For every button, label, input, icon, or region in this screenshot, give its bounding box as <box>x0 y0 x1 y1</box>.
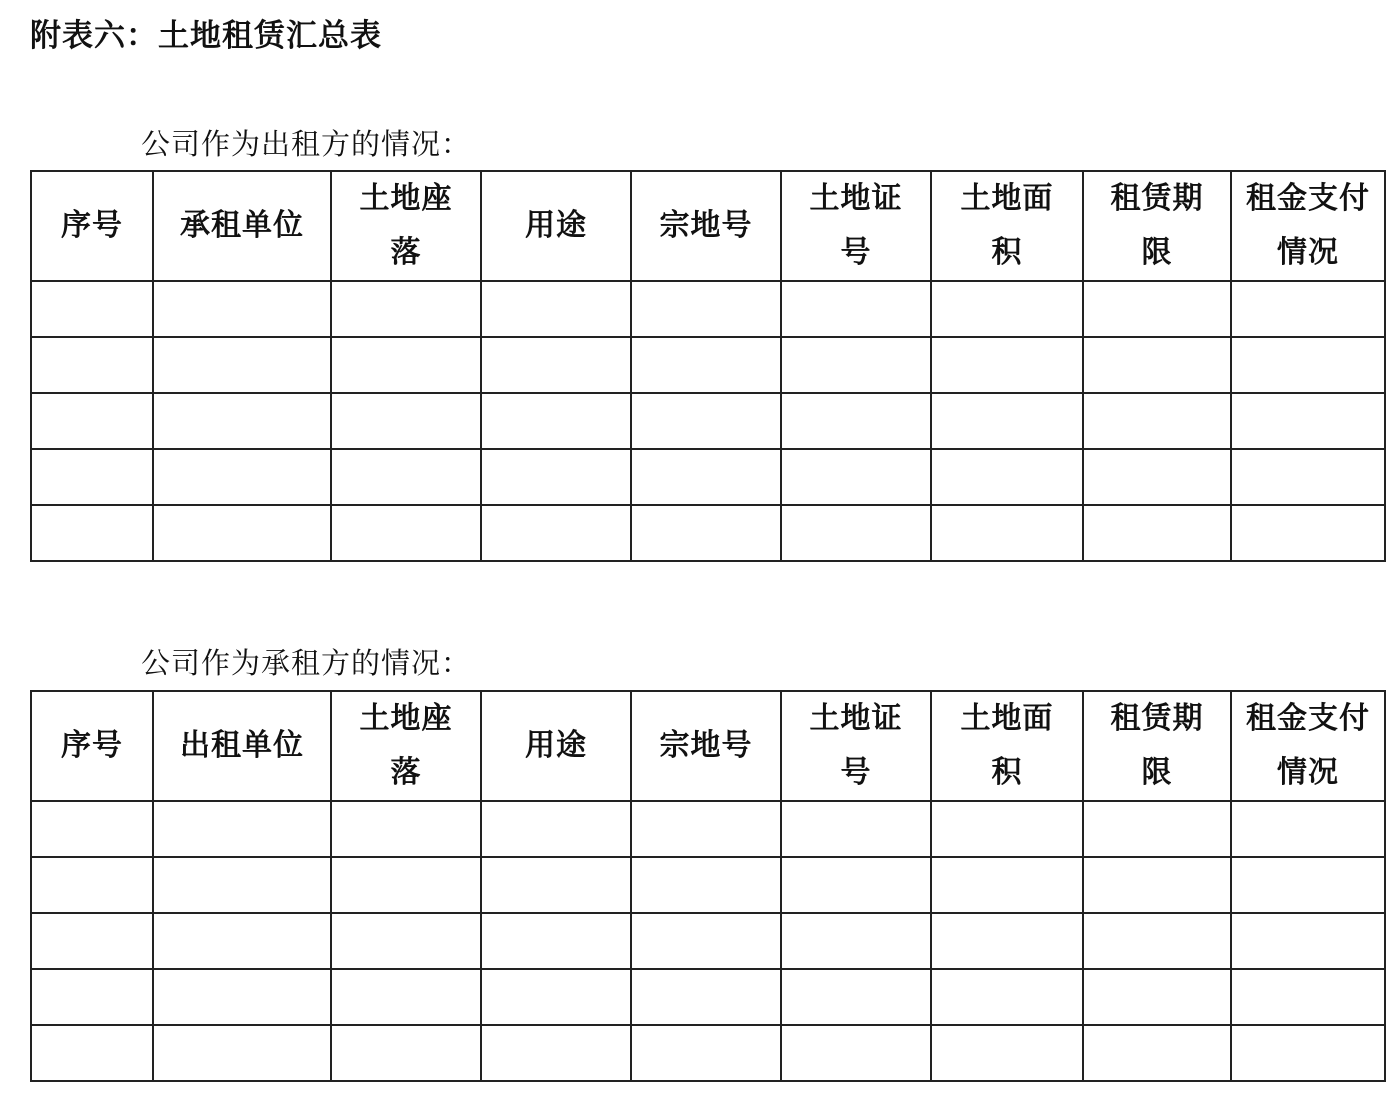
table-cell[interactable] <box>1083 913 1231 969</box>
table-cell[interactable] <box>1083 393 1231 449</box>
table-cell[interactable] <box>31 969 153 1025</box>
section-caption-lessor: 公司作为出租方的情况： <box>141 127 472 161</box>
table-cell[interactable] <box>1083 857 1231 913</box>
header-serial-number: 序号 <box>31 171 153 281</box>
header-rent-payment-status: 租金支付情况 <box>1231 171 1385 281</box>
table-cell[interactable] <box>331 969 481 1025</box>
table-cell[interactable] <box>153 913 331 969</box>
table-cell[interactable] <box>781 337 931 393</box>
table-cell[interactable] <box>631 857 781 913</box>
table-cell[interactable] <box>1083 449 1231 505</box>
table-cell[interactable] <box>331 913 481 969</box>
table-cell[interactable] <box>781 857 931 913</box>
table-cell[interactable] <box>781 913 931 969</box>
table-row <box>31 337 1385 393</box>
document-title: 附表六：土地租赁汇总表 <box>30 18 382 54</box>
table-cell[interactable] <box>931 281 1083 337</box>
header-lease-term: 租赁期限 <box>1083 691 1231 801</box>
table-cell[interactable] <box>1231 505 1385 561</box>
header-land-certificate-number: 土地证号 <box>781 171 931 281</box>
header-lessor-unit: 出租单位 <box>153 691 331 801</box>
table-cell[interactable] <box>931 913 1083 969</box>
table-cell[interactable] <box>631 801 781 857</box>
table-cell[interactable] <box>331 337 481 393</box>
table-cell[interactable] <box>631 337 781 393</box>
table-cell[interactable] <box>1231 281 1385 337</box>
table-header-row <box>31 171 1385 281</box>
table-row <box>31 393 1385 449</box>
table-cell[interactable] <box>153 449 331 505</box>
header-lessee-unit: 承租单位 <box>153 171 331 281</box>
table-cell[interactable] <box>153 969 331 1025</box>
table-cell[interactable] <box>481 337 631 393</box>
table-cell[interactable] <box>481 969 631 1025</box>
header-rent-payment-status: 租金支付情况 <box>1231 691 1385 801</box>
table-row <box>31 913 1385 969</box>
table-cell[interactable] <box>481 505 631 561</box>
header-lease-term: 租赁期限 <box>1083 171 1231 281</box>
lease-table-lessee <box>30 690 1386 1082</box>
table-cell[interactable] <box>931 1025 1083 1081</box>
header-land-area: 土地面积 <box>931 691 1083 801</box>
table-cell[interactable] <box>331 1025 481 1081</box>
table-cell[interactable] <box>31 801 153 857</box>
table-cell[interactable] <box>931 505 1083 561</box>
table-cell[interactable] <box>31 281 153 337</box>
table-cell[interactable] <box>31 1025 153 1081</box>
header-parcel-number: 宗地号 <box>631 691 781 801</box>
table-cell[interactable] <box>481 913 631 969</box>
table-cell[interactable] <box>481 1025 631 1081</box>
table-cell[interactable] <box>931 393 1083 449</box>
table-cell[interactable] <box>153 337 331 393</box>
table-row <box>31 857 1385 913</box>
table-header-row <box>31 691 1385 801</box>
table-cell[interactable] <box>481 801 631 857</box>
table-cell[interactable] <box>631 281 781 337</box>
table-cell[interactable] <box>481 449 631 505</box>
table-cell[interactable] <box>153 281 331 337</box>
table-cell[interactable] <box>481 857 631 913</box>
table-cell[interactable] <box>31 913 153 969</box>
table-cell[interactable] <box>1231 393 1385 449</box>
table-cell[interactable] <box>153 393 331 449</box>
table-cell[interactable] <box>1231 449 1385 505</box>
table-body <box>31 281 1385 561</box>
table-cell[interactable] <box>1083 337 1231 393</box>
table-row <box>31 1025 1385 1081</box>
table-cell[interactable] <box>631 969 781 1025</box>
table-cell[interactable] <box>931 801 1083 857</box>
table-cell[interactable] <box>331 505 481 561</box>
table-cell[interactable] <box>1231 969 1385 1025</box>
header-land-certificate-number: 土地证号 <box>781 691 931 801</box>
table-cell[interactable] <box>781 801 931 857</box>
header-land-location: 土地座落 <box>331 691 481 801</box>
table-cell[interactable] <box>631 1025 781 1081</box>
table-cell[interactable] <box>31 337 153 393</box>
table-cell[interactable] <box>331 281 481 337</box>
table-cell[interactable] <box>781 449 931 505</box>
table-row <box>31 801 1385 857</box>
lease-table-lessor <box>30 170 1386 562</box>
table-cell[interactable] <box>781 1025 931 1081</box>
table-cell[interactable] <box>931 449 1083 505</box>
table-cell[interactable] <box>781 505 931 561</box>
table-cell[interactable] <box>1083 801 1231 857</box>
table-cell[interactable] <box>1083 969 1231 1025</box>
table-cell[interactable] <box>781 969 931 1025</box>
table-cell[interactable] <box>331 393 481 449</box>
table-cell[interactable] <box>781 393 931 449</box>
table-cell[interactable] <box>1231 801 1385 857</box>
table-cell[interactable] <box>1231 913 1385 969</box>
header-land-use: 用途 <box>481 691 631 801</box>
table-cell[interactable] <box>31 505 153 561</box>
table-cell[interactable] <box>1083 505 1231 561</box>
header-parcel-number: 宗地号 <box>631 171 781 281</box>
table-cell[interactable] <box>931 857 1083 913</box>
table-cell[interactable] <box>153 857 331 913</box>
table-row <box>31 505 1385 561</box>
table-row <box>31 969 1385 1025</box>
table-cell[interactable] <box>153 505 331 561</box>
table-cell[interactable] <box>631 393 781 449</box>
table-cell[interactable] <box>631 505 781 561</box>
table-cell[interactable] <box>31 449 153 505</box>
header-land-area: 土地面积 <box>931 171 1083 281</box>
table-cell[interactable] <box>153 801 331 857</box>
table-cell[interactable] <box>481 281 631 337</box>
header-land-use: 用途 <box>481 171 631 281</box>
table-body <box>31 801 1385 1081</box>
table-cell[interactable] <box>931 969 1083 1025</box>
table-row <box>31 281 1385 337</box>
table-cell[interactable] <box>31 857 153 913</box>
table-cell[interactable] <box>331 801 481 857</box>
table-cell[interactable] <box>1083 1025 1231 1081</box>
table-cell[interactable] <box>631 449 781 505</box>
table-cell[interactable] <box>1231 337 1385 393</box>
table-row <box>31 449 1385 505</box>
table-cell[interactable] <box>931 337 1083 393</box>
table-cell[interactable] <box>331 857 481 913</box>
table-cell[interactable] <box>331 449 481 505</box>
table-cell[interactable] <box>153 1025 331 1081</box>
table-cell[interactable] <box>781 281 931 337</box>
table-cell[interactable] <box>1231 1025 1385 1081</box>
header-land-location: 土地座落 <box>331 171 481 281</box>
section-caption-lessee: 公司作为承租方的情况： <box>141 646 472 680</box>
table-cell[interactable] <box>481 393 631 449</box>
table-cell[interactable] <box>31 393 153 449</box>
table-cell[interactable] <box>1231 857 1385 913</box>
table-cell[interactable] <box>1083 281 1231 337</box>
table-cell[interactable] <box>631 913 781 969</box>
header-serial-number: 序号 <box>31 691 153 801</box>
